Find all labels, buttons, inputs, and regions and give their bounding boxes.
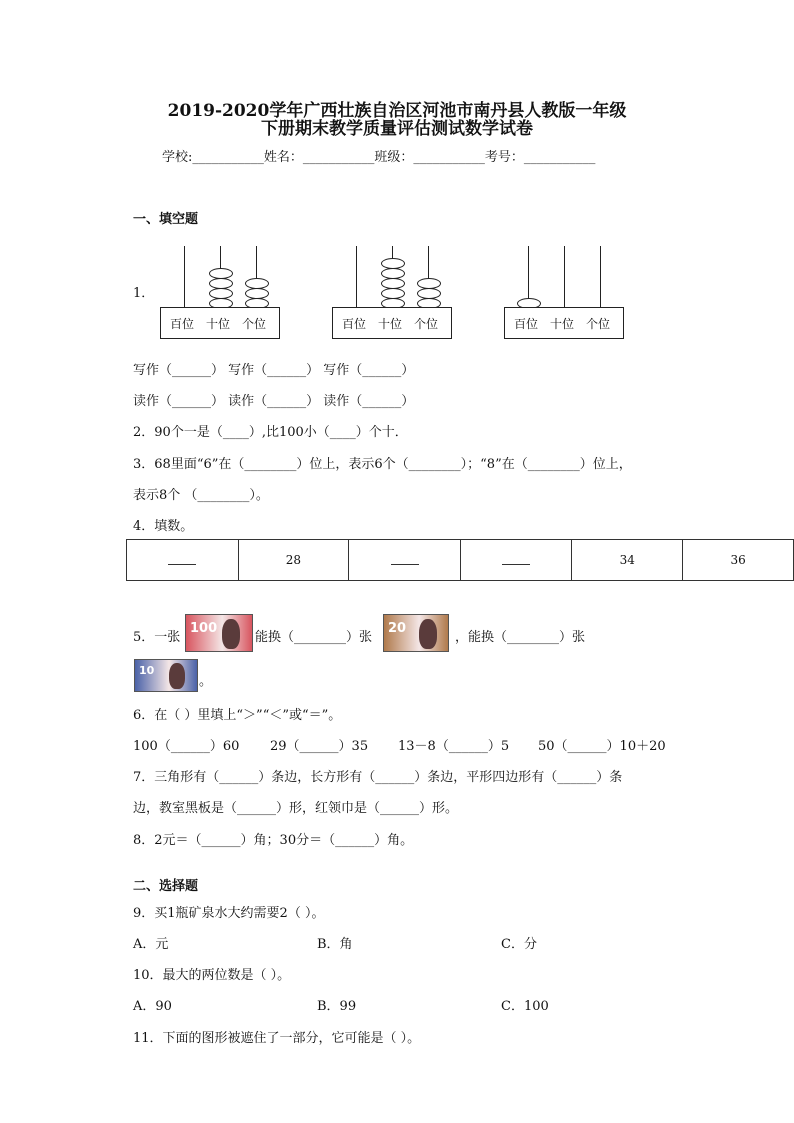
abacus-place-label: 十位 <box>378 317 403 331</box>
question-5-part-b: 能换（________）张 <box>255 630 373 645</box>
question-7-line2: 边，教室黑板是（______）形，红领巾是（______）形。 <box>133 801 459 816</box>
banknote-10-value: 10 <box>139 664 155 677</box>
number-sequence-table <box>126 539 794 581</box>
sequence-cell[interactable] <box>349 540 461 581</box>
option-c[interactable]: C．100 <box>501 999 549 1014</box>
abacus-rod <box>356 246 357 308</box>
question-1-number: 1． <box>133 286 155 301</box>
banknote-20 <box>383 614 449 652</box>
question-10: 10．最大的两位数是（ ）。 <box>133 968 291 983</box>
compare-item: 100（______）60 <box>133 739 240 754</box>
write-row: 写作（______） 写作（______） 写作（______） <box>133 363 415 378</box>
question-11: 11．下面的图形被遮住了一部分，它可能是（ ）。 <box>133 1031 421 1046</box>
question-7-line1: 7．三角形有（______）条边，长方形有（______）条边，平形四边形有（______）条 <box>133 770 623 785</box>
question-5-part-a: 5．一张 <box>133 630 181 645</box>
question-9: 9．买1瓶矿泉水大约需要2（ ）。 <box>133 906 325 921</box>
question-8: 8．2元＝（______）角；30分＝（______）角。 <box>133 833 414 848</box>
sequence-cell: 28 <box>238 540 349 581</box>
abacus-bead <box>381 278 405 289</box>
abacus-bead <box>245 288 269 299</box>
abacus-base <box>332 307 452 339</box>
banknote-20-value: 20 <box>388 621 407 636</box>
abacus-base <box>160 307 280 339</box>
abacus-bead <box>417 288 441 299</box>
abacus-bead <box>417 278 441 289</box>
option-a[interactable]: A．元 <box>133 937 169 952</box>
question-6: 6．在（ ）里填上“＞”“＜”或“＝”。 <box>133 708 342 723</box>
abacus-place-label: 个位 <box>414 317 439 331</box>
abacus-rod <box>564 246 565 308</box>
question-4: 4．填数。 <box>133 519 194 534</box>
abacus-3 <box>504 246 626 336</box>
abacus-bead <box>381 258 405 269</box>
exam-title-line2: 下册期末教学质量评估测试数学试卷 <box>261 119 533 139</box>
abacus-bead <box>381 288 405 299</box>
portrait-icon <box>169 663 185 689</box>
abacus-place-label: 百位 <box>170 317 195 331</box>
question-5-part-c: ，能换（________）张 <box>455 630 586 645</box>
sequence-blank[interactable] <box>391 552 419 565</box>
portrait-icon <box>419 619 437 649</box>
abacus-bead <box>209 278 233 289</box>
compare-item: 50（______）10＋20 <box>538 739 666 754</box>
abacus-bead <box>209 288 233 299</box>
sequence-cell[interactable] <box>127 540 239 581</box>
question-2: 2．90个一是（____）,比100小（____）个十． <box>133 425 408 440</box>
banknote-100 <box>185 614 253 652</box>
section-fill-blank-title: 一、填空题 <box>133 212 199 227</box>
abacus-place-label: 个位 <box>242 317 267 331</box>
banknote-10 <box>134 659 198 692</box>
abacus-bead <box>381 268 405 279</box>
abacus-place-label: 百位 <box>342 317 367 331</box>
sequence-blank[interactable] <box>168 552 196 565</box>
section-choice-title: 二、选择题 <box>133 879 199 894</box>
compare-item: 29（______）35 <box>270 739 369 754</box>
read-row: 读作（______） 读作（______） 读作（______） <box>133 394 415 409</box>
sequence-cell: 36 <box>683 540 794 581</box>
option-c[interactable]: C．分 <box>501 937 537 952</box>
abacus-bead <box>209 268 233 279</box>
question-5-part-d: 。 <box>199 674 213 689</box>
sequence-cell: 34 <box>572 540 683 581</box>
abacus-place-label: 个位 <box>586 317 611 331</box>
question-3-line2: 表示8个 （________）。 <box>133 488 269 503</box>
abacus-base <box>504 307 624 339</box>
sequence-blank[interactable] <box>502 552 530 565</box>
option-a[interactable]: A．90 <box>133 999 172 1014</box>
abacus-bead <box>245 278 269 289</box>
compare-item: 13－8（______）5 <box>398 739 510 754</box>
student-info-line: 学校:___________姓名：___________班级：___________考号：___________ <box>162 150 596 165</box>
abacus-1 <box>160 246 282 336</box>
abacus-place-label: 百位 <box>514 317 539 331</box>
exam-title-line1: 2019-2020学年广西壮族自治区河池市南丹县人教版一年级 <box>167 101 627 121</box>
abacus-place-label: 十位 <box>206 317 231 331</box>
sequence-cell[interactable] <box>460 540 572 581</box>
abacus-place-label: 十位 <box>550 317 575 331</box>
option-b[interactable]: B．99 <box>317 999 357 1014</box>
banknote-100-value: 100 <box>190 621 218 636</box>
abacus-rod <box>600 246 601 308</box>
portrait-icon <box>222 619 240 649</box>
option-b[interactable]: B．角 <box>317 937 353 952</box>
abacus-rod <box>184 246 185 308</box>
abacus-2 <box>332 246 454 336</box>
question-3-line1: 3．68里面“6”在（________）位上，表示6个（________）；“8”在（________）位上， <box>133 457 632 472</box>
